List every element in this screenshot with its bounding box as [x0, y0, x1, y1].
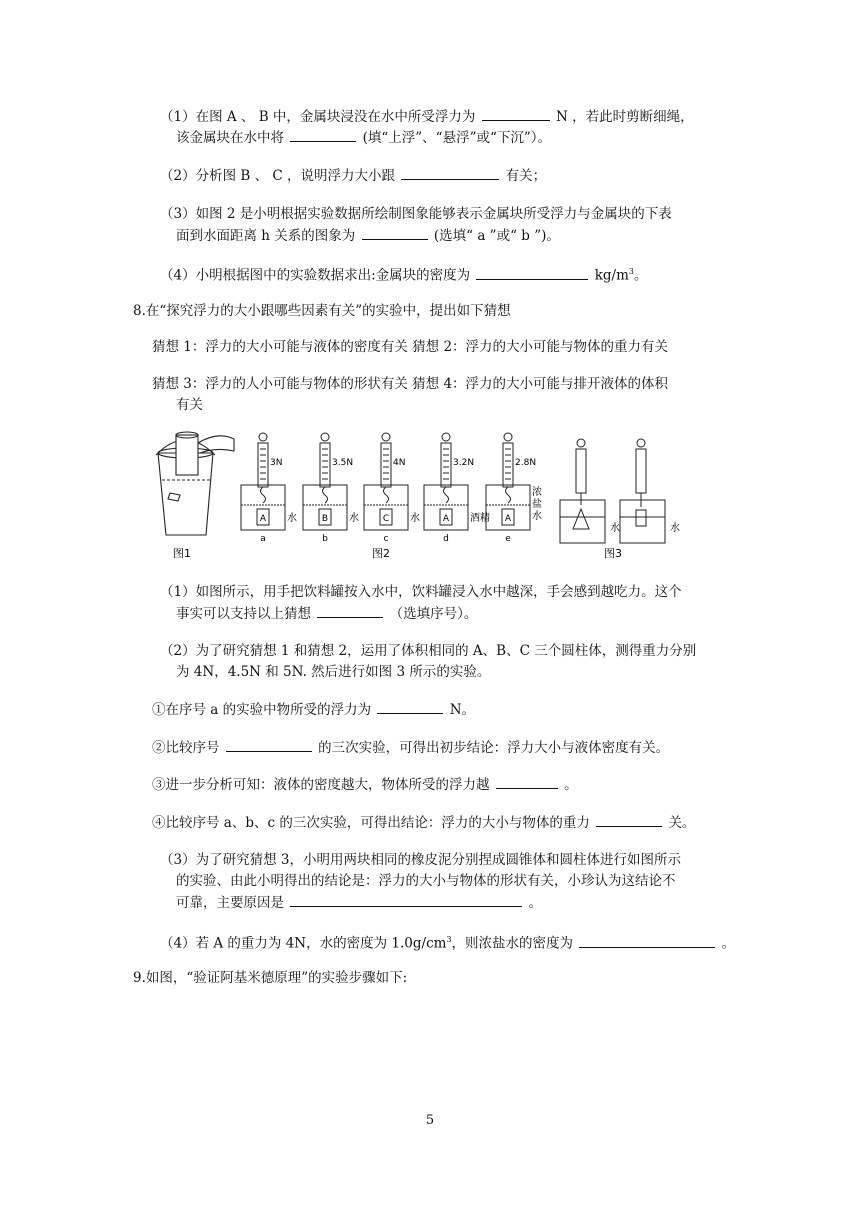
text: N。: [449, 702, 476, 718]
liquid-label-char: 浓: [532, 487, 542, 498]
answer-blank[interactable]: [290, 892, 522, 907]
text: ③进一步分析可知：液体的密度越大，物体所受的浮力越: [152, 777, 490, 793]
answer-blank[interactable]: [290, 127, 356, 142]
sub-label: c: [383, 534, 389, 544]
q9-title: [133, 968, 407, 988]
text: 猜想 1：浮力的大小可能与液体的密度有关 猜想 2：浮力的大小可能与物体的重力有关: [152, 339, 669, 355]
superscript: 3: [446, 935, 452, 944]
figure-2-caption: 图2: [372, 547, 390, 560]
answer-blank[interactable]: [317, 603, 383, 618]
q8-part3-line3: [176, 892, 542, 913]
answer-blank[interactable]: [496, 774, 558, 789]
q7-part4: [160, 262, 648, 286]
text: （4）若 A 的重力为 4N，水的密度为 1.0g/cm: [160, 935, 447, 952]
text: 事实可以支持以上猜想: [176, 606, 311, 622]
text: 。: [721, 935, 736, 952]
text: 。: [634, 267, 648, 284]
text: ②比较序号: [152, 740, 220, 756]
sub-label: e: [505, 534, 511, 544]
text: kg/m: [594, 267, 629, 284]
figure-2-setups: [241, 433, 542, 544]
q7-part1-line2: [176, 127, 551, 148]
page-number: 5: [425, 1113, 435, 1128]
text: （1）在图 A 、 B 中，金属块浸没在水中所受浮力为: [160, 109, 476, 125]
figure-3-cylinder-setup: [620, 439, 665, 543]
q8-sub3: [152, 774, 578, 795]
liquid-label: 水: [287, 513, 297, 524]
text: 有关；: [505, 168, 547, 184]
liquid-label-char: 水: [532, 511, 542, 522]
answer-blank[interactable]: [579, 933, 715, 948]
scale-reading: 4N: [393, 458, 406, 468]
text: ①在序号 a 的实验中物所受的浮力为: [152, 702, 372, 718]
text: (填“上浮”、“悬浮”或“下沉”）。: [362, 130, 552, 146]
q8-part4: [160, 930, 735, 954]
text: （4）小明根据图中的实验数据求出:金属块的密度为: [160, 267, 471, 284]
scale-reading: 3.5N: [332, 458, 354, 468]
liquid-label: 水: [410, 513, 420, 524]
sub-label: a: [260, 534, 266, 544]
sub-label: b: [322, 534, 328, 544]
liquid-label-char: 盐: [532, 499, 542, 510]
figure-3-water-label-1: 水: [610, 523, 620, 534]
text: （3）为了研究猜想 3，小明用两块相同的橡皮泥分别捏成圆锥体和圆柱体进行如图所示: [160, 852, 681, 868]
q8-sub4: [152, 812, 695, 833]
answer-blank[interactable]: [401, 165, 499, 180]
q8-sub2: [152, 737, 669, 758]
q8-part2-line1: [160, 641, 696, 661]
figure-3-caption: 图3: [604, 547, 622, 560]
q7-part3-line2: [176, 225, 560, 246]
q8-guesses-1-2: [152, 337, 668, 357]
q7-part1-line1: [160, 106, 694, 127]
text: 为 4N，4.5N 和 5N. 然后进行如图 3 所示的实验。: [176, 664, 491, 680]
answer-blank[interactable]: [377, 699, 443, 714]
text: 8.在“探究浮力的大小跟哪些因素有关”的实验中，提出如下猜想: [133, 303, 511, 319]
q7-part3-line1: [160, 204, 672, 224]
q8-guesses-3-4-line1: [152, 374, 668, 394]
text: 。: [528, 895, 543, 911]
liquid-label: 酒精: [470, 513, 490, 524]
text: （1）如图所示，用手把饮料罐按入水中，饮料罐浸入水中越深，手会感到越吃力。这个: [160, 584, 682, 600]
q8-part1-line1: [160, 582, 682, 602]
text: 关。: [668, 815, 696, 831]
text: 可靠，主要原因是: [176, 895, 284, 911]
text: 的三次实验，可得出初步结论：浮力大小与液体密度有关。: [318, 740, 670, 756]
text: 的实验、由此小明得出的结论是：浮力的大小与物体的形状有关，小珍认为这结论不: [176, 873, 676, 889]
text: ④比较序号 a、b、c 的三次实验，可得出结论：浮力的大小与物体的重力: [152, 815, 590, 831]
scale-reading: 3N: [270, 458, 283, 468]
q7-part2: [160, 165, 546, 186]
text: 9.如图，“验证阿基米德原理”的实验步骤如下:: [133, 970, 408, 986]
superscript: 3: [628, 267, 634, 276]
text: (选填“ a ”或“ b ”)。: [433, 228, 560, 244]
figure-3-water-label-2: 水: [670, 523, 680, 534]
scale-reading: 2.8N: [515, 458, 537, 468]
block-label: A: [504, 514, 512, 524]
text: （2）为了研究猜想 1 和猜想 2，运用了体积相同的 A、B、C 三个圆柱体，测得重力分别: [160, 643, 697, 659]
block-label: C: [382, 514, 390, 524]
sub-label: d: [443, 534, 449, 544]
figure-1-caption: 图1: [173, 547, 191, 560]
text: N ，若此时剪断细绳，: [556, 109, 694, 125]
liquid-label: 水: [349, 513, 359, 524]
answer-blank[interactable]: [596, 812, 662, 827]
text: 。: [564, 777, 578, 793]
figure-3-cone-setup: [560, 439, 605, 543]
answer-blank[interactable]: [362, 225, 428, 240]
experiment-figure: [148, 425, 748, 570]
answer-blank[interactable]: [476, 265, 588, 280]
block-label: A: [259, 514, 267, 524]
answer-blank[interactable]: [482, 106, 550, 121]
text: 有关: [176, 397, 203, 413]
q8-part1-line2: [176, 603, 477, 624]
q8-part2-line2: [176, 662, 490, 682]
answer-blank[interactable]: [226, 737, 312, 752]
text: （选填序号）。: [389, 606, 478, 622]
block-label: A: [442, 514, 450, 524]
text: ，则浓盐水的密度为: [451, 935, 574, 952]
text: 猜想 3：浮力的人小可能与物体的形状有关 猜想 4：浮力的大小可能与排开液体的体积: [152, 376, 669, 392]
block-label: B: [321, 514, 329, 524]
q8-sub1: [152, 699, 475, 720]
q8-part3-line1: [160, 850, 681, 870]
q8-part3-line2: [176, 871, 676, 891]
text: 面到水面距离 h 关系的图象为: [176, 228, 356, 244]
text: （3）如图 2 是小明根据实验数据所绘制图象能够表示金属块所受浮力与金属块的下表: [160, 206, 672, 222]
scale-reading: 3.2N: [453, 458, 475, 468]
q8-guesses-3-4-line2: [176, 395, 203, 415]
q8-title: [133, 301, 511, 321]
text: （2）分析图 B 、 C ，说明浮力大小跟: [160, 168, 396, 184]
bucket-illustration: [156, 432, 234, 535]
text: 该金属块在水中将: [176, 130, 284, 146]
